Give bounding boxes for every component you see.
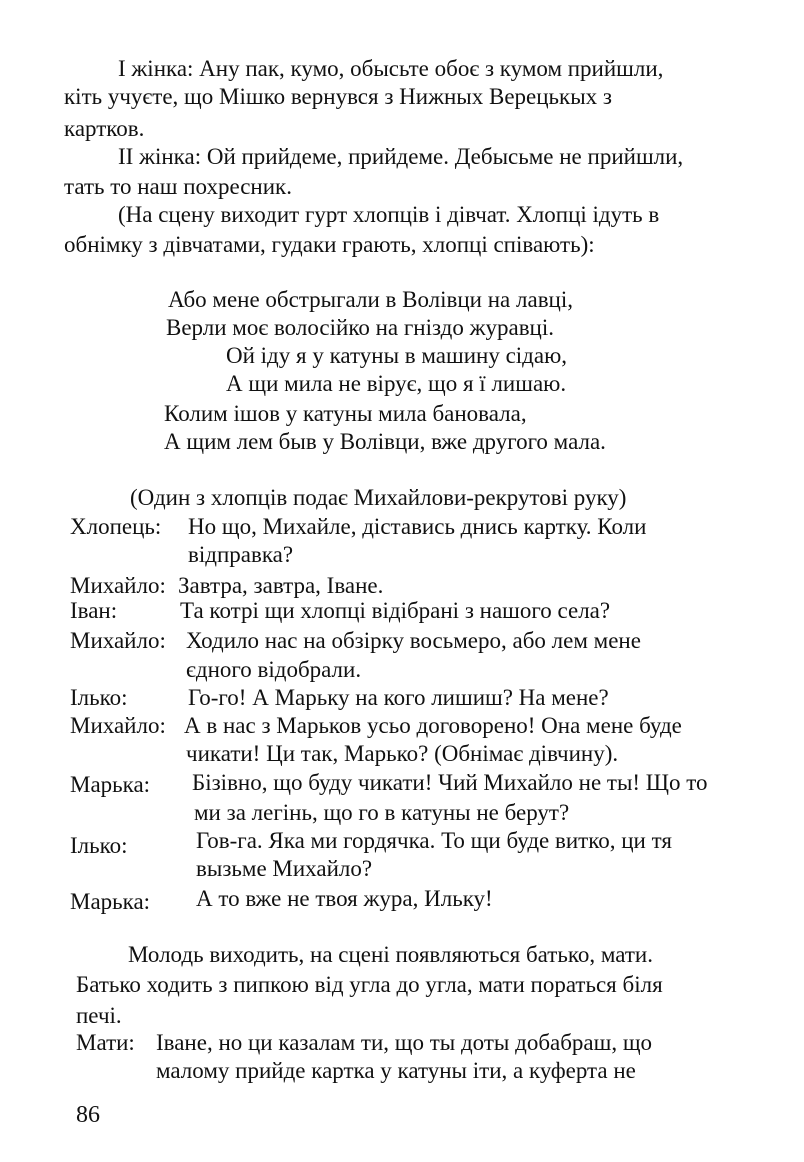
dialogue-line: Та котрі щи хлопці відібрані з нашого села?	[180, 598, 611, 623]
stage-direction-line: (Один з хлопців подає Михайлови-рекрутові руку)	[130, 485, 627, 510]
song-line: Або мене обстрыгали в Волівци на лавці,	[168, 287, 574, 312]
page-number: 86	[76, 1102, 100, 1128]
dialogue-line: Го-го! А Марьку на кого лишиш? На мене?	[188, 685, 609, 710]
dialogue-line: вызьме Михайло?	[196, 856, 373, 881]
dialogue-line: Іване, но ци казалам ти, що ты доты добабраш, що	[156, 1030, 653, 1055]
speaker-name: Іван:	[70, 598, 118, 623]
paragraph-2-line: тать то наш похресник.	[64, 174, 292, 199]
paragraph-3-line: печі.	[76, 1003, 122, 1028]
dialogue-line: єдного відобрали.	[186, 657, 362, 682]
dialogue-line: Бізівно, що буду чикати! Чий Михайло не ты! Що то	[192, 770, 708, 795]
dialogue-line: відправка?	[188, 542, 294, 567]
dialogue-line: А в нас з Марьков усьо договорено! Она мене буде	[184, 713, 682, 738]
speaker-name: Михайло:	[70, 713, 166, 738]
speaker-name: Мати:	[76, 1030, 135, 1055]
paragraph-3-line: Молодь виходить, на сцені появляються батько, мати.	[128, 942, 653, 967]
song-line: Колим ішов у катуны мила бановала,	[164, 401, 527, 426]
speaker-name: Михайло:	[70, 573, 166, 598]
paragraph-3-line: Батько ходить з пипкою від угла до угла, мати пораться біля	[76, 972, 663, 997]
paragraph-1-line: I жінка: Ану пак, кумо, обысьте обоє з кумом прийшли,	[118, 56, 664, 81]
paragraph-1-line: кіть учуєте, що Мішко вернувся з Нижных Верецькых з	[64, 84, 613, 109]
dialogue-line: ми за легінь, що го в катуны не берут?	[194, 800, 570, 825]
stage-direction-line: обнімку з дівчатами, гудаки грають, хлопці співають):	[64, 232, 595, 257]
speaker-name: Хлопець:	[70, 514, 162, 539]
stage-direction-line: (На сцену виходит гурт хлопців і дівчат. Хлопці ідуть в	[118, 202, 660, 227]
speaker-name: Марька:	[70, 889, 151, 914]
speaker-name: Марька:	[70, 772, 151, 797]
dialogue-line: малому прийде картка у катуны іти, а куферта не	[156, 1058, 636, 1083]
speaker-name: Ілько:	[70, 833, 128, 858]
dialogue-line: Гов-га. Яка ми гордячка. То щи буде витко, ци тя	[196, 828, 672, 853]
dialogue-line: чикати! Ци так, Марько? (Обнімає дівчину).	[186, 741, 619, 766]
speaker-name: Ілько:	[70, 685, 128, 710]
dialogue-line: Но що, Михайле, діставись днись картку. Коли	[188, 514, 647, 539]
song-line: А щи мила не вірує, що я ї лишаю.	[226, 371, 567, 396]
paragraph-1-line: картков.	[64, 116, 145, 141]
dialogue-line: А то вже не твоя жура, Ильку!	[196, 886, 493, 911]
dialogue-line: Завтра, завтра, Іване.	[178, 573, 384, 598]
song-line: А щим лем быв у Волівци, вже другого мала.	[164, 429, 606, 454]
speaker-name: Михайло:	[70, 628, 166, 653]
paragraph-2-line: II жінка: Ой прийдеме, прийдеме. Дебысьме не прийшли,	[118, 144, 684, 169]
song-line: Ой іду я у катуны в машину сідаю,	[226, 343, 568, 368]
song-line: Верли моє волосійко на гніздо журавці.	[166, 315, 555, 340]
dialogue-line: Ходило нас на обзірку восьмеро, або лем мене	[186, 628, 641, 653]
